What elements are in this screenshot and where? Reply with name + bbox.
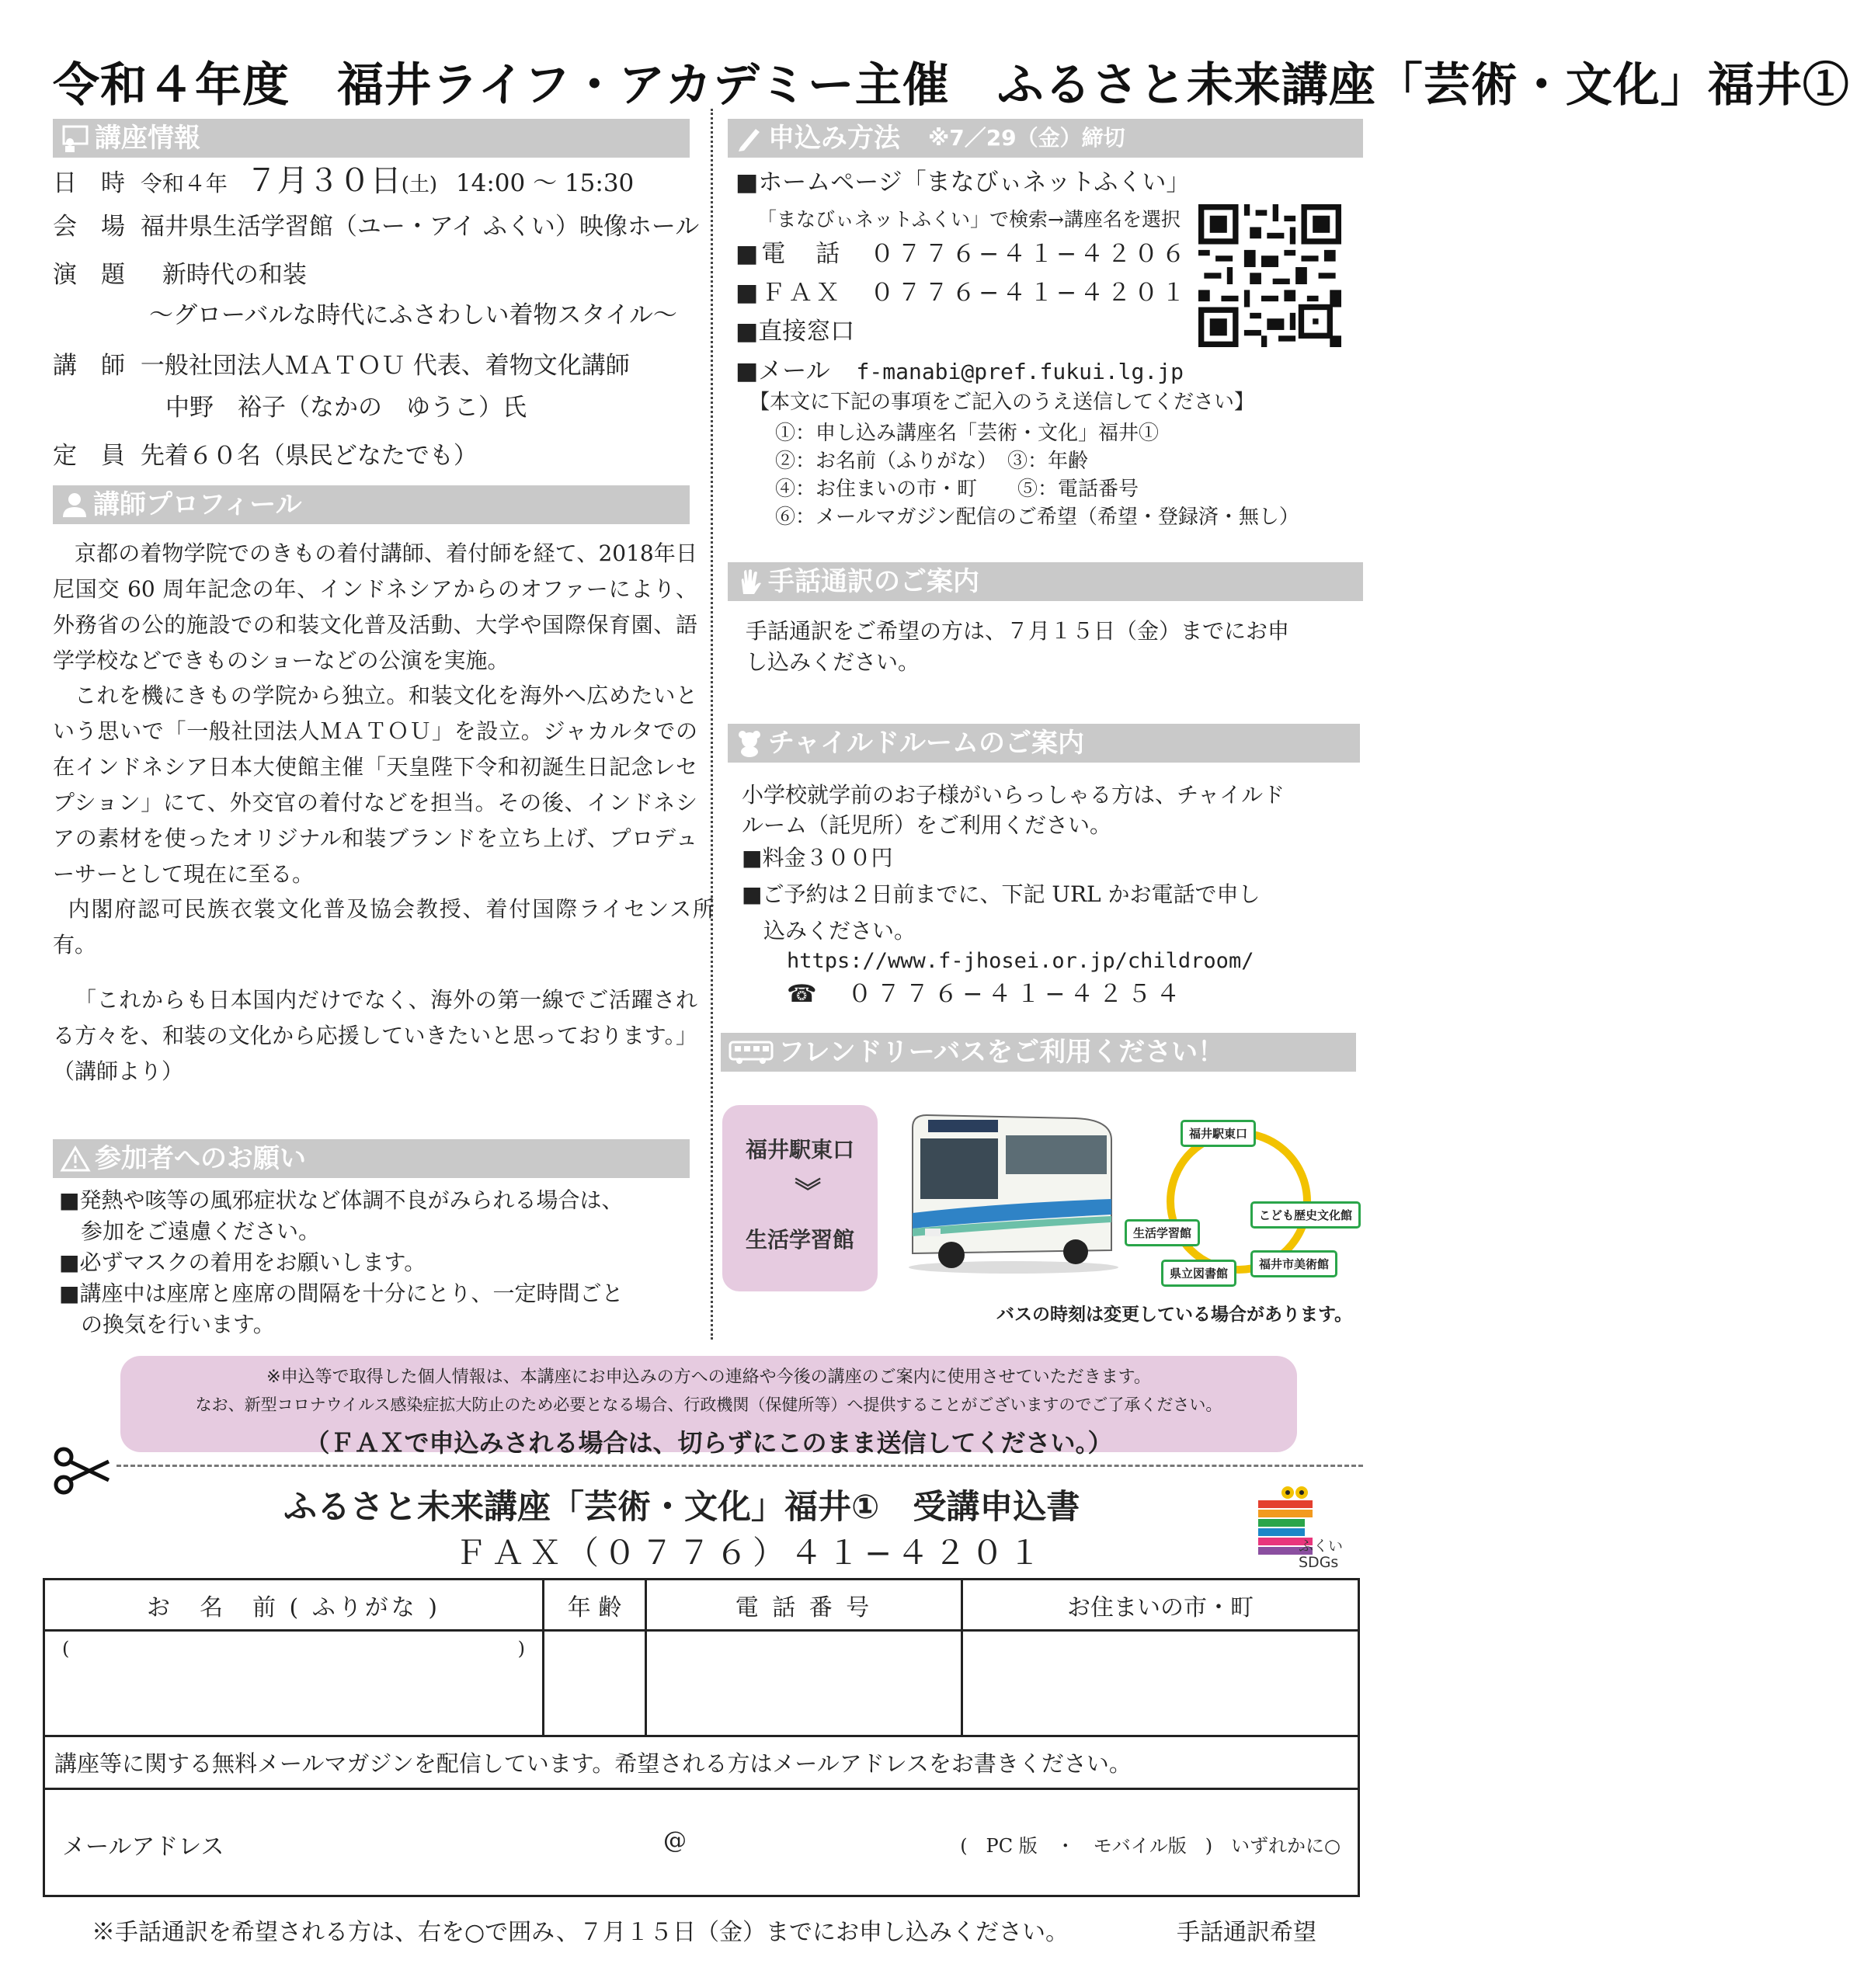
- sign-text-2: し込みください。: [746, 649, 920, 675]
- apply-header: [728, 119, 1363, 158]
- profile-para-4: 「これからも日本国内だけでなく、海外の第一線でご活躍される方々を、和装の文化から応援していきたいと思っております。」（講師より）: [53, 987, 697, 1084]
- person-icon: [61, 491, 89, 519]
- apply-homepage-sub: 「まなびぃネットふくい」で検索→講座名を選択: [757, 208, 1181, 231]
- col-city-header: お住まいの市・町: [962, 1580, 1359, 1631]
- email-version[interactable]: ( PC 版 ・ モバイル版 ) いずれかに○: [960, 1834, 1341, 1857]
- email-label: メールアドレス: [62, 1833, 224, 1861]
- profile-header: [53, 485, 690, 524]
- profile-para-2: これを機にきもの学院から独立。和装文化を海外へ広めたいという思いで「一般社団法人ＭＡＴＯＵ」を設立。ジャカルタでの在インドネシア日本大使館主催「天皇陛下令和初誕生日記念レセプション」にて、外交官の着付などを担当。その後、インドネシアの素材を使ったオリジナル和装ブランドを立ち上げ、プロデューサーとして現在に至る。: [53, 683, 697, 887]
- application-form: [43, 1578, 1360, 1897]
- form-fax: ＦＡＸ（０７７６）４１−４２０１: [454, 1534, 1046, 1572]
- furigana-open: (: [62, 1638, 70, 1660]
- topic-label: 演 題: [53, 261, 125, 289]
- phone-icon: ☎: [787, 980, 822, 1008]
- col-age-header: 年 齢: [544, 1580, 646, 1631]
- bus-heading: フレンドリーバスをご利用ください！: [778, 1037, 1225, 1068]
- child-reserve-2: 込みください。: [763, 918, 916, 944]
- route-stop: こども歴史文化館: [1250, 1201, 1361, 1229]
- sdgs-line-1: ふくい: [1299, 1538, 1344, 1555]
- capacity-label: 定 員: [53, 442, 125, 470]
- venue: 福井県生活学習館（ユー・アイ ふくい）映像ホール: [140, 213, 700, 241]
- lecturer-label: 講 師: [53, 352, 125, 380]
- child-fee: ■料金３００円: [742, 845, 893, 871]
- requests-list: [59, 1185, 623, 1340]
- privacy-line-3: （ＦＡＸで申込みされる場合は、切らずにこのまま送信してください。）: [304, 1428, 1113, 1458]
- lecturer-org: 一般社団法人ＭＡＴＯＵ 代表、着物文化講師: [140, 352, 630, 380]
- apply-fax: ■ＦＡＸ ０７７６−４１−４２０１: [735, 279, 1189, 307]
- bus-icon: [729, 1039, 774, 1065]
- course-topic-row: [53, 259, 307, 290]
- requests-heading: 参加者へのお願い: [95, 1143, 306, 1174]
- child-text-1: 小学校就学前のお子様がいらっしゃる方は、チャイルド: [742, 782, 1285, 808]
- mail-address[interactable]: f-manabi@pref.fukui.lg.jp: [856, 359, 1184, 384]
- bus-from: 福井駅東口: [745, 1137, 854, 1163]
- sign-note: ※手話通訳を希望される方は、右を○で囲み、７月１５日（金）までにお申し込みください。: [92, 1919, 1069, 1946]
- course-lecturer-row: [53, 350, 630, 381]
- date-main: ７月３０日: [245, 163, 402, 199]
- teddy-bear-icon: [735, 729, 763, 757]
- child-url[interactable]: https://www.f-jhosei.or.jp/childroom/: [787, 949, 1254, 973]
- course-capacity-row: [53, 440, 478, 471]
- topic-subtitle: ～グローバルな時代にふさわしい着物スタイル～: [149, 301, 677, 329]
- down-arrow-icon: 》: [791, 1177, 822, 1204]
- child-header: [728, 724, 1360, 763]
- profile-para-1: 京都の着物学院でのきもの着付講師、着付師を経て、2018年日尼国交 60 周年記念の年、インドネシアからのオファーにより、外務省の公的施設での和装文化普及活動、大学や国際保育園、語学学校などできものショーなどの公演を実施。: [53, 540, 697, 673]
- course-info-header: [53, 119, 690, 158]
- date-label: 日 時: [53, 169, 125, 197]
- requests-header: [53, 1139, 690, 1178]
- child-heading: チャイルドルームのご案内: [768, 728, 1084, 759]
- route-stop: 福井市美術館: [1250, 1250, 1337, 1277]
- sign-heading: 手話通訳のご案内: [768, 566, 979, 597]
- date-era: 令和４年: [140, 171, 228, 196]
- email-cell[interactable]: [44, 1789, 1359, 1896]
- apply-mail-row: [735, 356, 1184, 388]
- furigana-close: ): [517, 1638, 525, 1660]
- pen-icon: [735, 124, 763, 152]
- request-item: 参加をご遠慮ください。: [59, 1218, 321, 1244]
- apply-homepage: ■ホームページ「まなびぃネットふくい」: [735, 169, 1191, 196]
- apply-field: ①：申し込み講座名「芸術・文化」福井①: [775, 422, 1160, 445]
- privacy-line-2: なお、新型コロナウイルス感染症拡大防止のため必要となる場合、行政機関（保健所等）へ提供することがございますのでご了承ください。: [195, 1395, 1222, 1414]
- profile-heading: 講師プロフィール: [93, 489, 302, 520]
- bus-note: バスの時刻は変更している場合があります。: [996, 1305, 1353, 1325]
- sdgs-text: [1299, 1538, 1343, 1571]
- page-title: 令和４年度 福井ライフ・アカデミー主催 ふるさと未来講座「芸術・文化」福井①: [53, 58, 1850, 113]
- bus-route-box: [722, 1105, 878, 1291]
- apply-deadline: ※7／29（金）締切: [928, 125, 1125, 151]
- route-stop: 県立図書館: [1161, 1260, 1236, 1287]
- col-name-header: お 名 前 ( ふりがな ): [44, 1580, 544, 1631]
- bus-header: [721, 1033, 1356, 1072]
- apply-fields-list: [775, 419, 1299, 531]
- privacy-box: [120, 1356, 1297, 1458]
- sdgs-line-2: SDGs: [1299, 1554, 1339, 1571]
- mail-label: ■メール: [735, 357, 830, 385]
- sign-text-1: 手話通訳をご希望の方は、７月１５日（金）までにお申: [746, 618, 1290, 644]
- apply-field: ④：お住まいの市・町 ⑤：電話番号: [775, 478, 1139, 501]
- course-date-row: [53, 165, 634, 200]
- apply-heading: 申込み方法: [768, 123, 900, 154]
- age-cell[interactable]: [544, 1631, 646, 1736]
- child-phone: ０７７６−４１−４２５４: [847, 980, 1185, 1008]
- apply-phone: ■電 話 ０７７６−４１−４２０６: [735, 240, 1189, 268]
- topic: 新時代の和装: [162, 261, 307, 289]
- magazine-note: 講座等に関する無料メールマガジンを配信しています。希望される方はメールアドレスをお書きください。: [44, 1736, 1359, 1789]
- request-item: ■必ずマスクの着用をお願いします。: [59, 1249, 426, 1275]
- form-title: ふるさと未来講座「芸術・文化」福井① 受講申込書: [283, 1488, 1080, 1527]
- warning-icon: [61, 1145, 90, 1172]
- col-phone-header: 電 話 番 号: [646, 1580, 962, 1631]
- route-stop: 福井駅東口: [1181, 1120, 1256, 1147]
- scissors-icon: [53, 1446, 112, 1496]
- column-divider: [711, 109, 713, 1340]
- hand-icon: [735, 568, 763, 596]
- lecturer-name: 中野 裕子（なかの ゆうこ）氏: [165, 394, 527, 422]
- child-phone-row: [787, 978, 1184, 1010]
- date-time: 14:00 ～ 15:30: [455, 169, 635, 197]
- child-reserve-1: ■ご予約は２日前までに、下記 URL かお電話で申し: [742, 881, 1261, 907]
- sign-header: [728, 562, 1363, 601]
- request-item: の換気を行います。: [59, 1312, 275, 1337]
- request-item: ■発熱や咳等の風邪症状など体調不良がみられる場合は、: [59, 1187, 624, 1213]
- capacity: 先着６０名（県民どなたでも）: [140, 442, 478, 470]
- bus-image: [897, 1112, 1118, 1275]
- profile-para-3: 内閣府認可民族衣裳文化普及協会教授、着付国際ライセンス所有。: [53, 896, 715, 958]
- course-venue-row: [53, 211, 699, 242]
- email-at: @: [663, 1826, 687, 1854]
- route-stop: 生活学習館: [1125, 1219, 1200, 1246]
- sign-wish[interactable]: 手話通訳希望: [1177, 1919, 1316, 1946]
- qr-code[interactable]: [1198, 204, 1341, 347]
- cut-line: [116, 1465, 1363, 1467]
- bus-to: 生活学習館: [745, 1227, 854, 1253]
- date-dow: (土): [401, 173, 438, 196]
- phone-cell[interactable]: [646, 1631, 962, 1736]
- request-item: ■講座中は座席と座席の間隔を十分にとり、一定時間ごと: [59, 1281, 624, 1306]
- apply-field: ②：お名前（ふりがな） ③：年齢: [775, 450, 1089, 473]
- lecture-icon: [61, 123, 90, 153]
- name-cell[interactable]: [44, 1631, 544, 1736]
- city-cell[interactable]: [962, 1631, 1359, 1736]
- privacy-line-1: ※申込等で取得した個人情報は、本講座にお申込みの方への連絡や今後の講座のご案内に使用させていただきます。: [266, 1368, 1151, 1387]
- course-info-heading: 講座情報: [95, 123, 200, 154]
- apply-mail-note: 【本文に下記の事項をご記入のうえ送信してください】: [749, 391, 1255, 414]
- venue-label: 会 場: [53, 213, 125, 241]
- apply-window: ■直接窓口: [735, 318, 855, 346]
- apply-field: ⑥：メールマガジン配信のご希望（希望・登録済・無し）: [775, 506, 1299, 529]
- child-text-2: ルーム（託児所）をご利用ください。: [742, 812, 1112, 838]
